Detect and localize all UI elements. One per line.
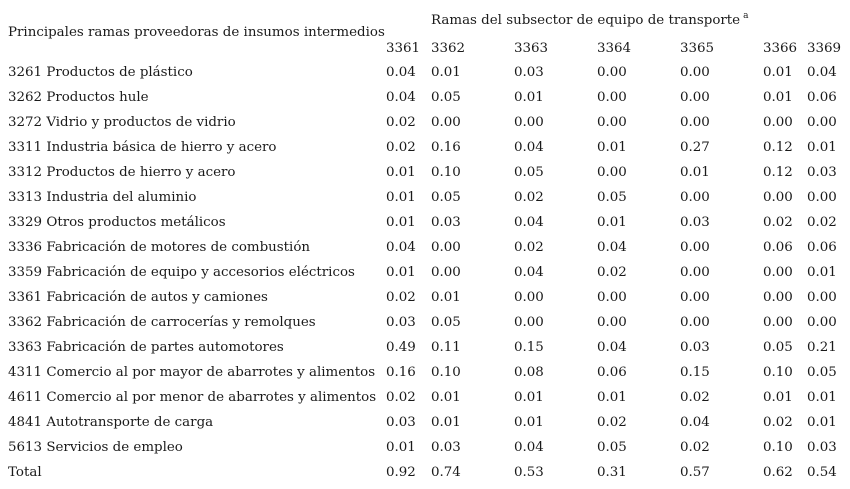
cell-value: 0.49 (386, 340, 416, 355)
cell-value: 0.01 (514, 390, 544, 405)
cell-value: 0.06 (807, 240, 837, 255)
cell-value: 0.08 (514, 365, 544, 380)
cell-value: 0.01 (386, 190, 416, 205)
cell-value: 0.04 (680, 415, 710, 430)
cell-value: 0.01 (431, 415, 461, 430)
cell-value: 0.00 (680, 240, 710, 255)
cell-value: 0.02 (680, 440, 710, 455)
cell-value: 0.06 (597, 365, 627, 380)
cell-value: 0.05 (514, 165, 544, 180)
cell-value: 0.31 (597, 465, 627, 480)
cell-value: 0.00 (680, 315, 710, 330)
cell-value: 0.03 (386, 415, 416, 430)
cell-value: 0.00 (680, 290, 710, 305)
cell-value: 0.02 (386, 390, 416, 405)
cell-value: 0.00 (807, 290, 837, 305)
cell-value: 0.01 (386, 265, 416, 280)
group-header (431, 13, 748, 30)
group-header-note: a (743, 11, 749, 21)
cell-value: 0.01 (680, 165, 710, 180)
cell-value: 0.02 (597, 265, 627, 280)
cell-value: 0.05 (597, 440, 627, 455)
cell-value: 0.01 (431, 390, 461, 405)
cell-value: 0.04 (514, 140, 544, 155)
cell-value: 0.00 (431, 240, 461, 255)
cell-value: 0.04 (514, 215, 544, 230)
cell-value: 0.15 (680, 365, 710, 380)
cell-value: 0.04 (386, 65, 416, 80)
cell-value: 0.02 (386, 290, 416, 305)
cell-value: 0.54 (807, 465, 837, 480)
row-label: 3312 Productos de hierro y acero (8, 165, 236, 180)
row-label: 3361 Fabricación de autos y camiones (8, 290, 268, 305)
cell-value: 0.12 (763, 165, 793, 180)
cell-value: 0.02 (514, 240, 544, 255)
row-label: 3262 Productos hule (8, 90, 149, 105)
cell-value: 0.00 (431, 265, 461, 280)
cell-value: 0.00 (597, 65, 627, 80)
cell-value: 0.00 (807, 115, 837, 130)
cell-value: 0.03 (431, 440, 461, 455)
cell-value: 0.00 (597, 115, 627, 130)
cell-value: 0.00 (680, 265, 710, 280)
cell-value: 0.00 (680, 190, 710, 205)
cell-value: 0.04 (514, 440, 544, 455)
cell-value: 0.04 (386, 90, 416, 105)
cell-value: 0.04 (807, 65, 837, 80)
cell-value: 0.01 (514, 90, 544, 105)
cell-value: 0.00 (763, 290, 793, 305)
cell-value: 0.16 (386, 365, 416, 380)
row-label: 4311 Comercio al por mayor de abarrotes y alimentos (8, 365, 376, 380)
cell-value: 0.00 (680, 115, 710, 130)
cell-value: 0.00 (514, 315, 544, 330)
column-header: 3369 (807, 41, 842, 56)
cell-value: 0.01 (386, 215, 416, 230)
cell-value: 0.06 (763, 240, 793, 255)
cell-value: 0.00 (763, 115, 793, 130)
column-header: 3362 (431, 41, 466, 56)
cell-value: 0.00 (763, 315, 793, 330)
cell-value: 0.01 (807, 140, 837, 155)
cell-value: 0.62 (763, 465, 793, 480)
cell-value: 0.10 (763, 365, 793, 380)
cell-value: 0.03 (431, 215, 461, 230)
row-label: 3261 Productos de plástico (8, 65, 193, 80)
cell-value: 0.02 (386, 115, 416, 130)
cell-value: 0.10 (763, 440, 793, 455)
cell-value: 0.05 (597, 190, 627, 205)
cell-value: 0.00 (807, 190, 837, 205)
row-label: 3311 Industria básica de hierro y acero (8, 140, 277, 155)
row-label: 3272 Vidrio y productos de vidrio (8, 115, 236, 130)
cell-value: 0.03 (680, 340, 710, 355)
cell-value: 0.04 (386, 240, 416, 255)
stub-header: Principales ramas proveedoras de insumos intermedios (8, 25, 385, 40)
cell-value: 0.01 (431, 65, 461, 80)
row-label: 4611 Comercio al por menor de abarrotes y alimentos (8, 390, 377, 405)
cell-value: 0.01 (807, 415, 837, 430)
cell-value: 0.01 (763, 65, 793, 80)
row-label: 3363 Fabricación de partes automotores (8, 340, 284, 355)
cell-value: 0.05 (763, 340, 793, 355)
cell-value: 0.74 (431, 465, 461, 480)
cell-value: 0.05 (431, 90, 461, 105)
cell-value: 0.10 (431, 365, 461, 380)
cell-value: 0.00 (514, 115, 544, 130)
cell-value: 0.01 (514, 415, 544, 430)
cell-value: 0.02 (763, 415, 793, 430)
column-header: 3363 (514, 41, 549, 56)
cell-value: 0.27 (680, 140, 710, 155)
cell-value: 0.01 (431, 290, 461, 305)
group-header-text: Ramas del subsector de equipo de transporte (431, 13, 741, 28)
cell-value: 0.01 (763, 390, 793, 405)
cell-value: 0.04 (597, 240, 627, 255)
cell-value: 0.05 (431, 190, 461, 205)
cell-value: 0.02 (807, 215, 837, 230)
cell-value: 0.10 (431, 165, 461, 180)
column-header: 3364 (597, 41, 632, 56)
cell-value: 0.00 (514, 290, 544, 305)
cell-value: 0.00 (431, 115, 461, 130)
cell-value: 0.03 (386, 315, 416, 330)
cell-value: 0.11 (431, 340, 461, 355)
row-label: 3329 Otros productos metálicos (8, 215, 226, 230)
cell-value: 0.03 (807, 440, 837, 455)
column-header: 3365 (680, 41, 715, 56)
cell-value: 0.00 (763, 265, 793, 280)
cell-value: 0.02 (763, 215, 793, 230)
cell-value: 0.04 (597, 340, 627, 355)
cell-value: 0.05 (431, 315, 461, 330)
cell-value: 0.03 (680, 215, 710, 230)
cell-value: 0.01 (386, 440, 416, 455)
cell-value: 0.15 (514, 340, 544, 355)
cell-value: 0.01 (597, 140, 627, 155)
row-label: 3336 Fabricación de motores de combustión (8, 240, 311, 255)
cell-value: 0.00 (763, 190, 793, 205)
cell-value: 0.03 (514, 65, 544, 80)
cell-value: 0.00 (597, 165, 627, 180)
cell-value: 0.02 (597, 415, 627, 430)
cell-value: 0.02 (680, 390, 710, 405)
row-label: 3359 Fabricación de equipo y accesorios eléctricos (8, 265, 355, 280)
cell-value: 0.02 (386, 140, 416, 155)
cell-value: 0.00 (807, 315, 837, 330)
cell-value: 0.00 (597, 290, 627, 305)
cell-value: 0.04 (514, 265, 544, 280)
row-label: 3313 Industria del aluminio (8, 190, 197, 205)
cell-value: 0.01 (763, 90, 793, 105)
column-header: 3366 (763, 41, 798, 56)
row-label: Total (8, 465, 42, 480)
cell-value: 0.00 (680, 90, 710, 105)
cell-value: 0.21 (807, 340, 837, 355)
row-label: 3362 Fabricación de carrocerías y remolques (8, 315, 316, 330)
cell-value: 0.00 (597, 315, 627, 330)
cell-value: 0.03 (807, 165, 837, 180)
row-label: 5613 Servicios de empleo (8, 440, 183, 455)
column-header: 3361 (386, 41, 421, 56)
cell-value: 0.01 (597, 390, 627, 405)
cell-value: 0.57 (680, 465, 710, 480)
cell-value: 0.92 (386, 465, 416, 480)
row-label: 4841 Autotransporte de carga (8, 415, 214, 430)
cell-value: 0.06 (807, 90, 837, 105)
cell-value: 0.02 (514, 190, 544, 205)
cell-value: 0.00 (597, 90, 627, 105)
cell-value: 0.00 (680, 65, 710, 80)
cell-value: 0.05 (807, 365, 837, 380)
cell-value: 0.53 (514, 465, 544, 480)
cell-value: 0.01 (386, 165, 416, 180)
cell-value: 0.01 (597, 215, 627, 230)
cell-value: 0.16 (431, 140, 461, 155)
cell-value: 0.01 (807, 390, 837, 405)
cell-value: 0.12 (763, 140, 793, 155)
cell-value: 0.01 (807, 265, 837, 280)
